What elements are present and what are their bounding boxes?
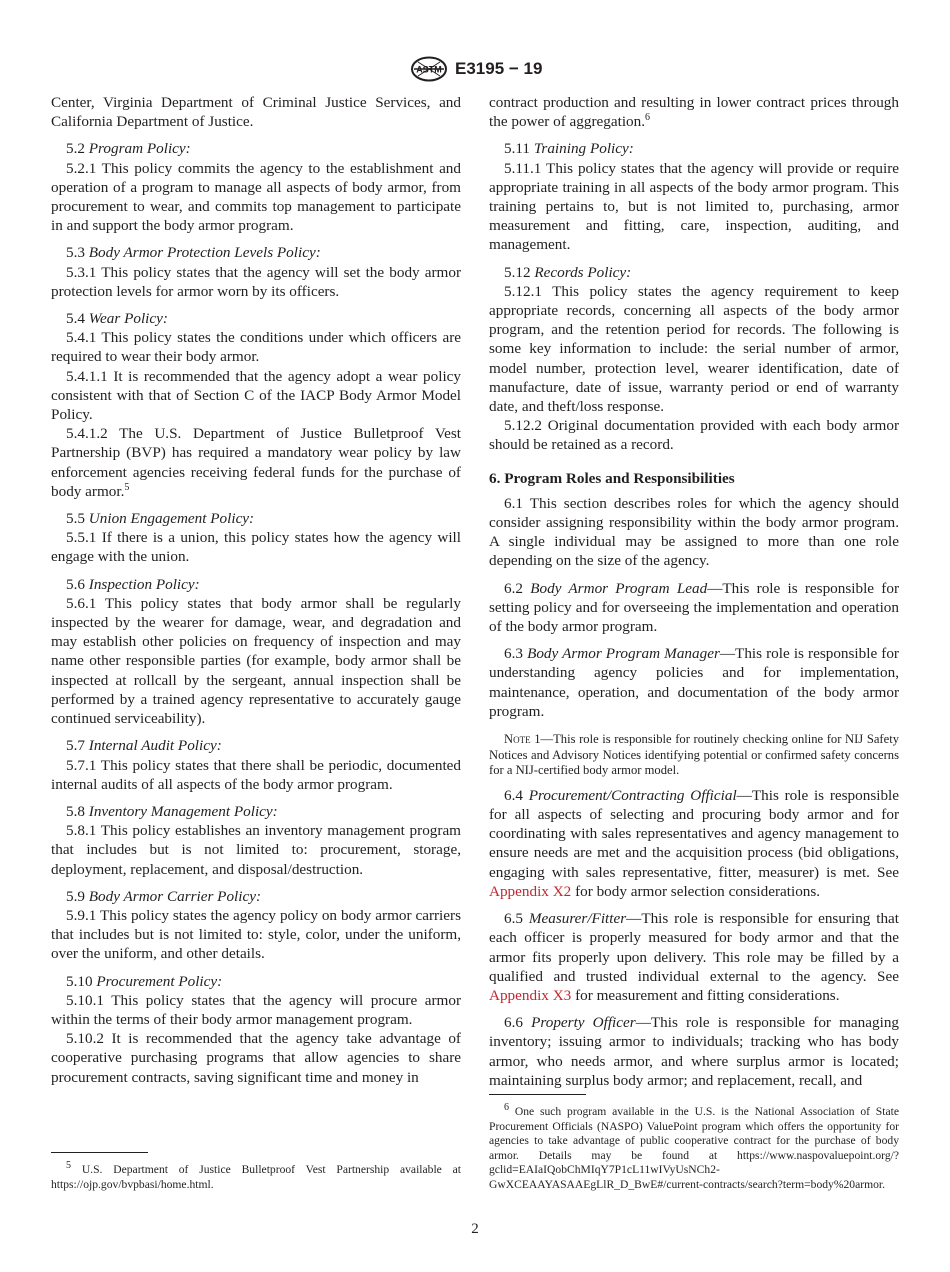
- paragraph-5-10-1: 5.10.1 This policy states that the agency will procure armor within the terms of their body armor management program.: [51, 991, 461, 1028]
- note-text: —This role is responsible for routinely checking online for NIJ Safety Notices and Advisory Notices identifying potential or confirmed safety concerns for a NIJ-certified body armor model.: [489, 732, 899, 778]
- paragraph-intro: Center, Virginia Department of Criminal Justice Services, and California Department of Justice.: [51, 94, 461, 131]
- footnote-ref-5[interactable]: 5: [124, 481, 130, 493]
- section-5-3-heading: [51, 243, 461, 262]
- footnote-5: [51, 1160, 461, 1192]
- paragraph-5-11-1: 5.11.1 This policy states that the agency will provide or require appropriate training in all aspects of the body armor program. This training pertains to, but is not limited to, purchasing, armor measurement and fitting, care, inspection, auditing, and management.: [489, 159, 899, 254]
- section-number: 6.5: [504, 910, 523, 928]
- footnote-6: [489, 1102, 899, 1192]
- section-title: Program Policy:: [88, 140, 191, 158]
- role-title: Body Armor Program Manager: [527, 645, 720, 663]
- footnote-text: U.S. Department of Justice Bulletproof Vest Partnership available at https://ojp.gov/bvpbasi/home.html.: [51, 1163, 461, 1191]
- section-title: Inspection Policy:: [88, 575, 200, 593]
- left-column: [51, 93, 461, 1087]
- section-title: Inventory Management Policy:: [88, 802, 278, 820]
- paragraph-text: —This role is responsible for setting policy and for overseeing the implementation and operation of the body armor program.: [489, 579, 900, 636]
- section-number: 6.4: [504, 786, 523, 804]
- footnote-text: One such program available in the U.S. is the National Association of State Procurement Officials (NASPO) ValuePoint program which offers the opportunity for agencies to take advantage of public cooperative contract for the purchase of body armor. Details may be found at https://www.naspovaluepoint.org/?gclid=EAIaIQobChMIqY7P1cL11wIVyUsNCh2-GwXCEAAYASAAEgLlR_D_BwE#/current-contracts/search?term=body%20armor.: [489, 1105, 899, 1191]
- section-title: Union Engagement Policy:: [88, 510, 255, 528]
- section-title: Internal Audit Policy:: [88, 737, 222, 755]
- paragraph-5-4-1-2: [51, 424, 461, 501]
- section-number: 5.7: [66, 737, 85, 755]
- section-number: 5.9: [66, 887, 85, 905]
- paragraph-text: for body armor selection considerations.: [575, 882, 821, 900]
- paragraph-5-5-1: 5.5.1 If there is a union, this policy states how the agency will engage with the union.: [51, 529, 461, 566]
- paragraph-6-6: [489, 1013, 899, 1090]
- paragraph-text: —This role is responsible for ensuring that each officer is properly measured for body armor and that the armor fits properly upon delivery. This role may be filled by a qualified and trusted individual external to the agency. See: [489, 910, 900, 985]
- paragraph-5-4-1: 5.4.1 This policy states the conditions under which officers are required to wear their body armor.: [51, 329, 461, 366]
- astm-logo-icon: [410, 56, 448, 82]
- section-title: Training Policy:: [533, 140, 634, 158]
- paragraph-text: contract production and resulting in lower contract prices through the power of aggregation.: [489, 94, 899, 131]
- section-number: 6.3: [504, 645, 523, 663]
- section-number: 5.5: [66, 510, 85, 528]
- paragraph-text: for measurement and fitting considerations.: [575, 986, 840, 1004]
- role-title: Procurement/Contracting Official: [528, 786, 737, 804]
- paragraph-5-12-2: 5.12.2 Original documentation provided with each body armor should be retained as a record.: [489, 417, 899, 454]
- paragraph-text: —This role is responsible for understanding agency policies and for implementation, maintenance, operation, and documentation of the body armor program.: [489, 645, 899, 720]
- section-5-10-heading: [51, 972, 461, 991]
- footnote-mark: 6: [504, 1102, 509, 1114]
- section-title: Body Armor Carrier Policy:: [88, 887, 262, 905]
- paragraph-6-2: [489, 579, 899, 637]
- section-title: Procurement Policy:: [96, 972, 223, 990]
- right-column: [489, 93, 899, 1090]
- paragraph-5-4-1-1: 5.4.1.1 It is recommended that the agency adopt a wear policy consistent with that of Section C of the IACP Body Armor Model Policy.: [51, 367, 461, 424]
- paragraph-5-12-1: 5.12.1 This policy states the agency requirement to keep appropriate records, concerning all aspects of the body armor program, and the retention period for records. The following is some key information to include: the serial number of armor, model number, protection level, wearer identification, date of manufacture, date of issue, warranty period or end of warranty date, and theft/loss response.: [489, 282, 899, 416]
- astm-logo-text: ASTM: [416, 64, 442, 75]
- footnote-divider: [489, 1094, 586, 1095]
- paragraph-5-6-1: 5.6.1 This policy states that body armor shall be regularly inspected by the wearer for damage, wear, and degradation and may establish other policies on frequency of inspection and may name other responsible parties (for example, body armor shall be inspected at rollcall by the sergeant, annual inspection shall be performed by a trained agency representative to accurately gauge continued serviceability).: [51, 594, 461, 728]
- paragraph-5-9-1: 5.9.1 This policy states the agency policy on body armor carriers that includes but is not limited to: style, color, under the uniform, over the uniform, and other details.: [51, 906, 461, 963]
- paragraph-6-1: 6.1 This section describes roles for which the agency should consider assigning responsibility within the body armor program. A single individual may be assigned to more than one role depending on the size of the agency.: [489, 494, 899, 570]
- section-number: 5.4: [66, 310, 85, 328]
- section-5-4-heading: [51, 309, 461, 328]
- paragraph-continued: [489, 93, 899, 131]
- section-5-5-heading: [51, 509, 461, 528]
- section-title: Body Armor Protection Levels Policy:: [88, 244, 321, 262]
- paragraph-5-10-2: 5.10.2 It is recommended that the agency take advantage of cooperative purchasing programs that allow agencies to share procurement contracts, saving significant time and money in: [51, 1030, 461, 1086]
- footnote-ref-6[interactable]: 6: [645, 112, 651, 124]
- paragraph-5-2-1: 5.2.1 This policy commits the agency to the establishment and operation of a program to manage all aspects of body armor, from procurement to wear, and commits top management to participate in and support the body armor program.: [51, 159, 461, 235]
- note-1: [489, 732, 899, 779]
- section-5-12-heading: [489, 263, 899, 282]
- section-number: 5.10: [66, 972, 93, 990]
- paragraph-5-8-1: 5.8.1 This policy establishes an inventory management program that includes but is not limited to: procurement, storage, deployment, replacement, and disposal/destruction.: [51, 822, 461, 878]
- role-title: Body Armor Program Lead: [530, 579, 708, 597]
- footnote-mark: 5: [66, 1160, 71, 1172]
- page-header: [0, 56, 950, 82]
- section-5-7-heading: [51, 736, 461, 755]
- section-number: 6.2: [504, 579, 523, 597]
- section-5-9-heading: [51, 887, 461, 906]
- paragraph-text: —This role is responsible for managing inventory; issuing armor to individuals; tracking who has body armor, who needs armor, and where surplus armor is located; maintaining surplus body armor; and replacement, recall, and: [489, 1014, 900, 1089]
- paragraph-6-5: [489, 909, 899, 1005]
- section-5-8-heading: [51, 802, 461, 821]
- section-5-2-heading: [51, 139, 461, 158]
- section-title: Wear Policy:: [88, 310, 168, 328]
- section-number: 5.8: [66, 802, 85, 820]
- section-number: 5.3: [66, 244, 85, 262]
- section-number: 5.11: [504, 140, 531, 158]
- footnote-divider: [51, 1152, 148, 1153]
- section-number: 5.12: [504, 263, 531, 281]
- section-6-heading: 6. Program Roles and Responsibilities: [489, 469, 735, 487]
- role-title: Property Officer: [531, 1014, 636, 1032]
- section-number: 6.6: [504, 1014, 523, 1032]
- paragraph-text: —This role is responsible for all aspects of selecting and procuring body armor and for coordinating with sales representatives and agency management to ensure needs are met and the acquisition process (bid obligations, engaging with sales representative, fitter, measurer) is met. See: [489, 786, 899, 881]
- section-5-6-heading: [51, 575, 461, 594]
- section-5-11-heading: [489, 139, 899, 158]
- paragraph-6-3: [489, 644, 899, 721]
- role-title: Measurer/Fitter: [528, 910, 627, 928]
- section-number: 5.2: [66, 140, 85, 158]
- section-title: Records Policy:: [534, 263, 632, 281]
- document-designation: E3195 − 19: [455, 59, 543, 78]
- paragraph-6-4: [489, 786, 899, 901]
- note-label: Note 1: [504, 732, 541, 747]
- appendix-x2-link[interactable]: Appendix X2: [489, 882, 572, 900]
- page-number: 2: [471, 1221, 479, 1237]
- appendix-x3-link[interactable]: Appendix X3: [489, 986, 572, 1004]
- paragraph-5-7-1: 5.7.1 This policy states that there shall be periodic, documented internal audits of all aspects of the body armor program.: [51, 756, 461, 793]
- paragraph-5-3-1: 5.3.1 This policy states that the agency will set the body armor protection levels for armor worn by its officers.: [51, 263, 461, 300]
- paragraph-text: 5.4.1.2 The U.S. Department of Justice Bulletproof Vest Partnership (BVP) has required a mandatory wear policy by law enforcement agencies receiving federal funds for the purchase of body armor.: [51, 425, 461, 500]
- section-number: 5.6: [66, 575, 85, 593]
